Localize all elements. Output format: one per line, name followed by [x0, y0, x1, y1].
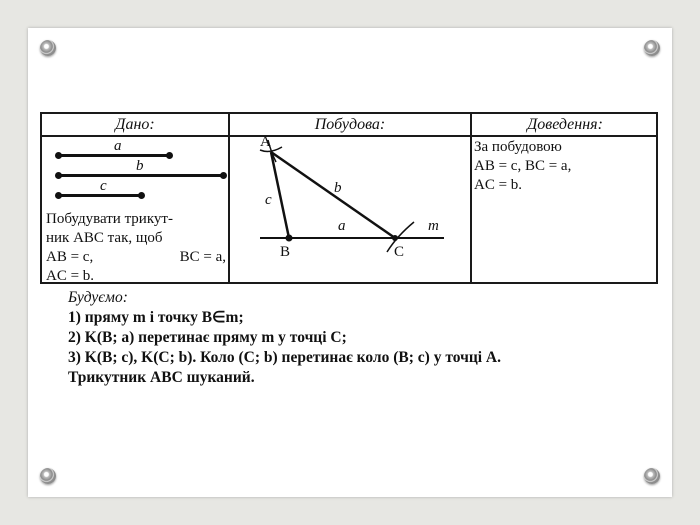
header-proof: Доведення: [527, 116, 603, 133]
proof-line: AC = b. [474, 177, 523, 193]
label-m: m [428, 218, 439, 234]
pin-icon-bottom-right [644, 468, 660, 484]
side-AB [271, 152, 289, 238]
step-line: 1) пряму m і точку B∈m; [68, 309, 244, 326]
segment-a-label: a [114, 138, 122, 154]
label-b: b [334, 180, 342, 196]
pin-icon-top-right [644, 40, 660, 56]
point-C [392, 235, 398, 241]
task-line: BC = a, [179, 249, 226, 265]
segment-c-label: c [100, 178, 107, 194]
step-line: 2) K(B; a) перетинає пряму m у точці C; [68, 329, 347, 346]
label-B: B [280, 244, 291, 260]
steps-title: Будуємо: [68, 289, 128, 306]
label-A: A [260, 134, 271, 150]
step-line: Трикутник ABC шуканий. [68, 369, 255, 386]
pin-icon-bottom-left [40, 468, 56, 484]
label-a: a [338, 218, 346, 234]
point-B [286, 235, 293, 242]
construction-table [40, 112, 658, 284]
task-line: AC = b. [46, 268, 95, 284]
proof-text [474, 138, 654, 195]
label-c: c [265, 192, 272, 208]
segment-b-label: b [136, 158, 144, 174]
step-line: 3) K(B; c), K(C; b). Коло (C; b) перетинає коло (B; c) у точці A. [68, 349, 501, 366]
proof-line: AB = c, BC = a, [474, 158, 572, 174]
label-C: C [394, 244, 405, 260]
construction-steps [68, 288, 648, 388]
header-construction: Побудова: [314, 116, 386, 133]
textbook-excerpt [38, 110, 662, 390]
header-given: Дано: [115, 116, 155, 133]
pin-icon-top-left [40, 40, 56, 56]
proof-line: За побудовою [474, 139, 562, 155]
task-line: ник ABC так, щоб [46, 230, 163, 246]
task-line: Побудувати трикут- [46, 211, 173, 227]
task-line: AB = c, [46, 249, 94, 265]
side-AC [271, 152, 395, 238]
